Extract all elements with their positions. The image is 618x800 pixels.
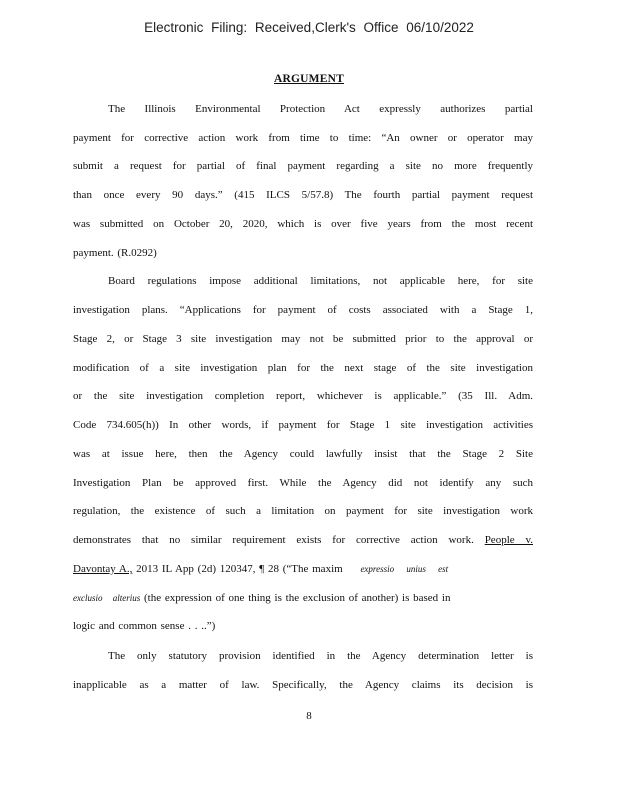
text-line: Board regulations impose additional limitations, not applicable here, for site — [108, 275, 533, 287]
text-line: inapplicable as a matter of law. Specifically, the Agency claims its decision is — [73, 679, 533, 691]
section-title-text: ARGUMENT — [274, 73, 344, 85]
text-line: than once every 90 days.” (415 ILCS 5/57.8) The fourth partial payment request — [73, 189, 533, 201]
text-run: demonstrates that no similar requirement exists for corrective action work. — [73, 534, 474, 546]
latin-phrase: expressio unius est — [360, 564, 449, 574]
page-number: 8 — [306, 710, 312, 722]
text-line: was submitted on October 20, 2020, which is over five years from the most recent — [73, 218, 533, 230]
text-line — [73, 534, 533, 546]
latin-phrase: exclusio alterius — [73, 593, 141, 603]
text-line: logic and common sense . . ..”) — [73, 620, 216, 632]
case-citation-name: Davontay A., — [73, 563, 133, 575]
text-run: 2013 IL App (2d) 120347, ¶ 28 (“The maxim — [132, 563, 343, 575]
text-line: submit a request for partial of final payment regarding a site no more frequently — [73, 160, 533, 172]
text-line: investigation plans. “Applications for payment of costs associated with a Stage 1, — [73, 304, 533, 316]
text-line — [73, 592, 451, 604]
text-line: payment. (R.0292) — [73, 247, 157, 259]
case-citation-name: People v. — [484, 534, 533, 546]
text-line: or the site investigation completion report, whichever is applicable.” (35 Ill. Adm. — [73, 390, 533, 402]
text-line: The Illinois Environmental Protection Act expressly authorizes partial — [108, 103, 533, 115]
text-line: regulation, the existence of such a limitation on payment for site investigation work — [73, 505, 533, 517]
filing-stamp-header: Electronic Filing: Received,Clerk's Office 06/10/2022 — [144, 20, 474, 35]
section-title — [0, 73, 618, 85]
text-line: payment for corrective action work from time to time: “An owner or operator may — [73, 132, 533, 144]
text-line — [73, 563, 448, 575]
text-line: modification of a site investigation plan for the next stage of the site investigation — [73, 362, 533, 374]
text-line: Code 734.605(h)) In other words, if payment for Stage 1 site investigation activities — [73, 419, 533, 431]
text-line: Investigation Plan be approved first. While the Agency did not identify any such — [73, 477, 533, 489]
text-line: Stage 2, or Stage 3 site investigation may not be submitted prior to the approval or — [73, 333, 533, 345]
text-run: (the expression of one thing is the exclusion of another) is based in — [140, 592, 451, 604]
text-line: was at issue here, then the Agency could lawfully insist that the Stage 2 Site — [73, 448, 533, 460]
text-line: The only statutory provision identified in the Agency determination letter is — [108, 650, 533, 662]
